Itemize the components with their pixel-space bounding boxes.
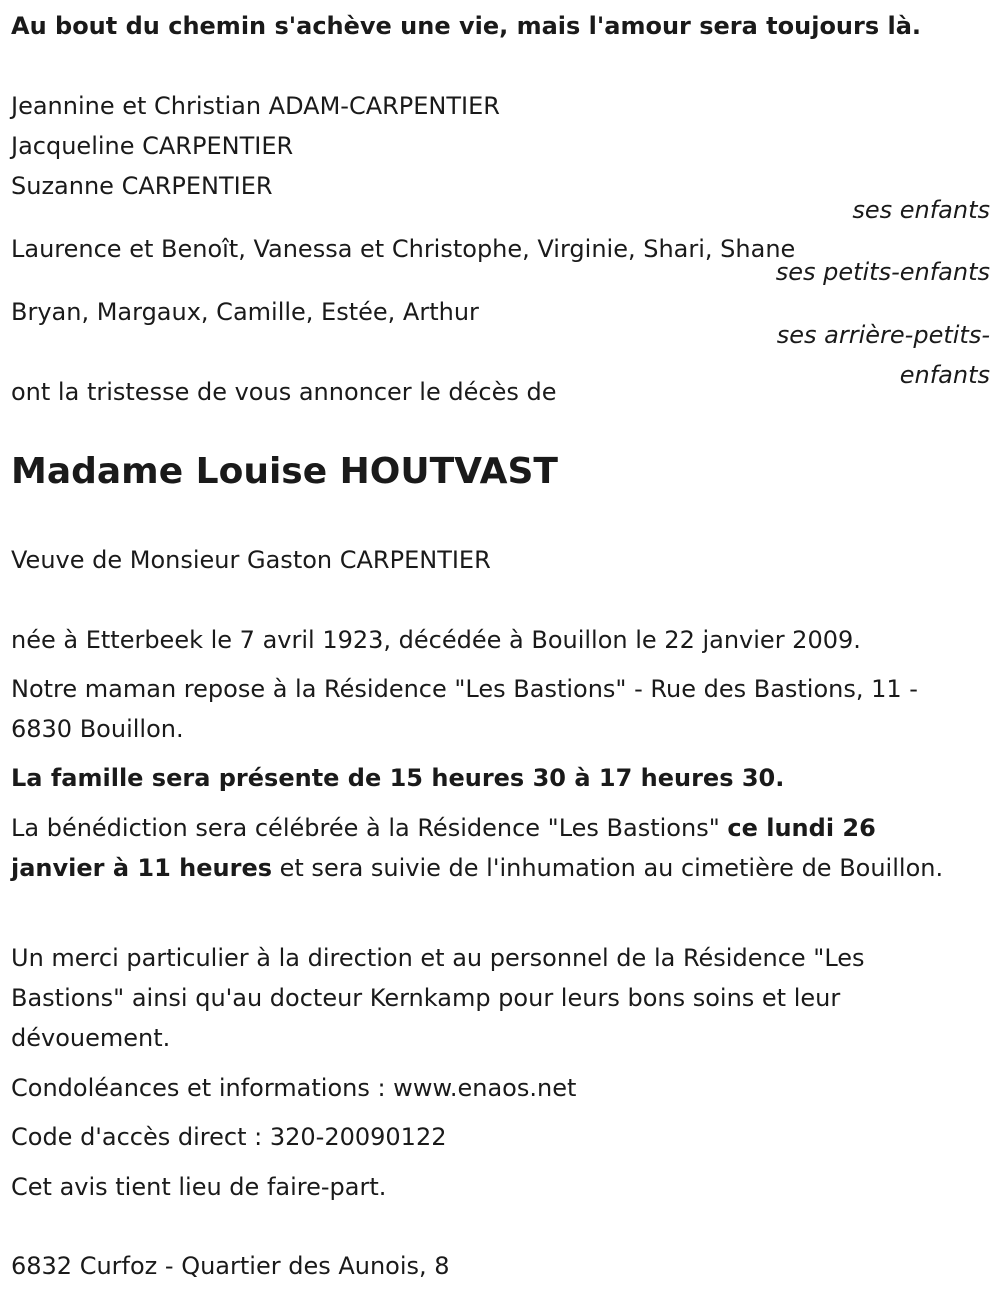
address: 6832 Curfoz - Quartier des Aunois, 8	[11, 1252, 450, 1280]
announcement: ont la tristesse de vous annoncer le décès de	[11, 378, 557, 406]
child-name: Jacqueline CARPENTIER	[11, 132, 294, 160]
child-name: Jeannine et Christian ADAM-CARPENTIER	[11, 92, 500, 120]
rests-at: Notre maman repose à la Résidence "Les Bastions" - Rue des Bastions, 11 - 6830 Bouillon.	[11, 675, 918, 743]
access-code: Code d'accès direct : 320-20090122	[11, 1123, 447, 1151]
great-grandchildren-role-continued: enfants	[899, 361, 990, 389]
great-grandchildren-role: ses arrière-petits-	[776, 321, 990, 349]
grandchildren-names: Laurence et Benoît, Vanessa et Christophe, Virginie, Shari, Shane	[11, 235, 796, 263]
great-grandchildren-names: Bryan, Margaux, Camille, Estée, Arthur	[11, 298, 479, 326]
epigraph: Au bout du chemin s'achève une vie, mais l'amour sera toujours là.	[11, 12, 922, 40]
blessing-date: ce lundi 26 janvier à 11 heures	[11, 814, 876, 882]
blessing-text-end: et sera suivie de l'inhumation au cimetière de Bouillon.	[272, 854, 944, 882]
family-presence: La famille sera présente de 15 heures 30 à 17 heures 30.	[11, 764, 785, 792]
widow-of: Veuve de Monsieur Gaston CARPENTIER	[11, 546, 491, 574]
blessing-text: La bénédiction sera célébrée à la Résidence "Les Bastions"	[11, 814, 728, 842]
notice: Cet avis tient lieu de faire-part.	[11, 1173, 387, 1201]
children-role: ses enfants	[852, 196, 990, 224]
deceased-name: Madame Louise HOUTVAST	[11, 451, 558, 492]
condolences: Condoléances et informations : www.enaos.net	[11, 1074, 577, 1102]
grandchildren-role: ses petits-enfants	[775, 258, 990, 286]
blessing-paragraph	[11, 808, 971, 888]
thanks: Un merci particulier à la direction et au personnel de la Résidence "Les Bastions" ainsi qu'au docteur Kernkamp pour leurs bons soins et leur dévouement.	[11, 944, 865, 1052]
child-name: Suzanne CARPENTIER	[11, 172, 273, 200]
birth-death: née à Etterbeek le 7 avril 1923, décédée à Bouillon le 22 janvier 2009.	[11, 626, 861, 654]
